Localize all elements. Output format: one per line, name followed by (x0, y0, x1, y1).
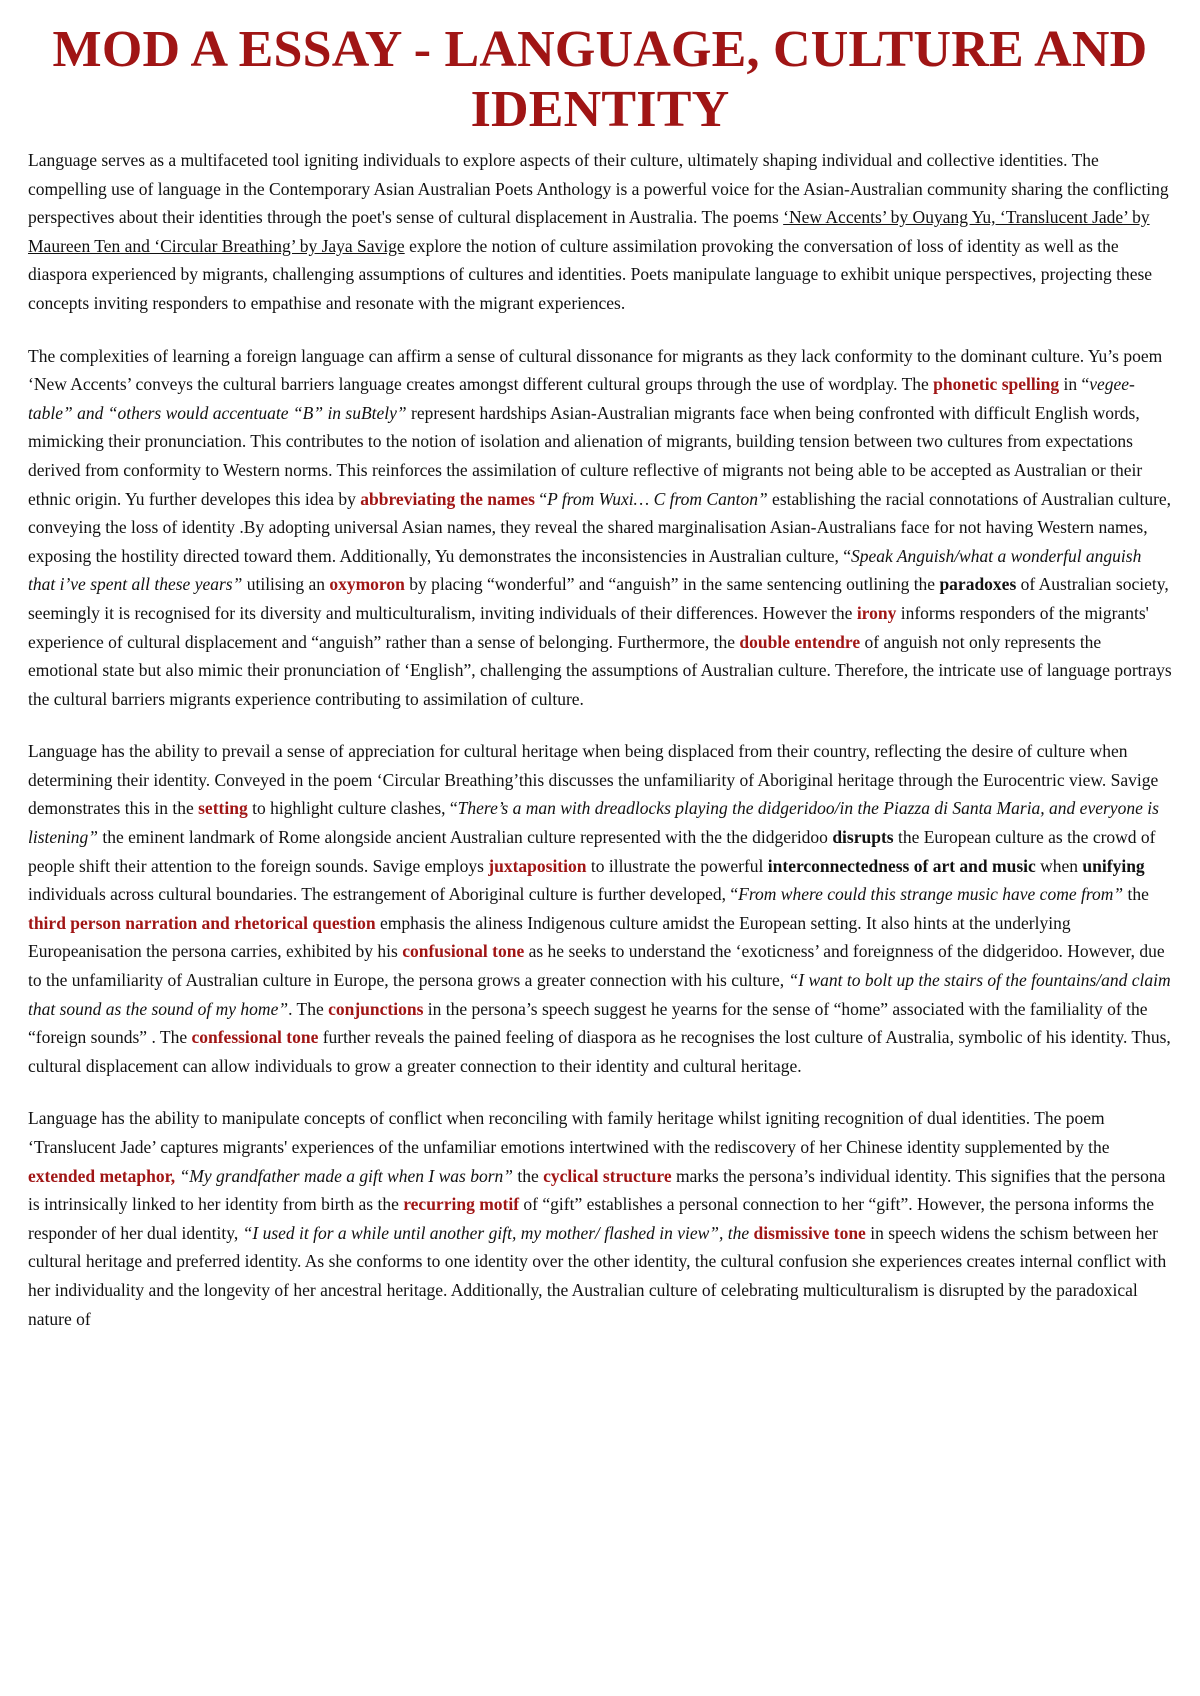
technique-highlight: oxymoron (329, 574, 405, 595)
technique-highlight: dismissive tone (753, 1222, 866, 1243)
technique-highlight: irony (856, 602, 897, 623)
text-run: of Australian society, seemingly it is recognised for its diversity and multiculturalism, inviting individuals of their differences. However the (28, 574, 1169, 623)
text-run: the European culture as the crowd of people shift their attention to the foreign sounds. Savige employs (28, 827, 1156, 876)
paragraph-4 (28, 1104, 1172, 1333)
technique-highlight: confessional tone (191, 1027, 319, 1048)
text-run: marks the persona’s individual identity. This signifies that the persona is intrinsically linked to her identity from birth as the (28, 1165, 1166, 1215)
text-run: in the persona’s speech suggest he yearns for the sense of “home” associated with the familiality of the “foreign sounds” . The (28, 998, 1148, 1048)
text-run: represent hardships Asian-Australian migrants face when being confronted with difficult English words, mimicking their pronunciation. This contributes to the notion of isolation and alienation of migrants, building tension between two cultures from expectations derived from conformity to Western norms. This reinforces the assimilation of culture reflective of migrants not being able to be accepted as Australian or their ethnic origin. Yu further developes this idea by (28, 402, 1143, 509)
text-run: “ (534, 488, 548, 509)
text-run: emphasis the aliness Indigenous culture amidst the European setting. It also hints at the underlying Europeanisation the persona carries, exhibited by his (28, 912, 1071, 962)
quotation-italic: “I used it for a while until another gift, my mother/ flashed in view”, the (242, 1222, 750, 1243)
text-run: the (513, 1165, 544, 1186)
quotation-italic: From where could this strange music have come from” (738, 884, 1124, 905)
technique-highlight: recurring motif (403, 1194, 520, 1215)
text-run: in “ (1059, 374, 1090, 395)
technique-highlight: phonetic spelling (933, 374, 1060, 395)
technique-highlight: confusional tone (402, 941, 525, 962)
technique-highlight: setting (198, 798, 248, 819)
quotation-italic: “I want to bolt up the stairs of the fountains/and claim that sound as the sound of my home” (28, 970, 1171, 1019)
quotation-italic: vegee-table” and “others would accentuate “B” in suBtely” (28, 374, 1135, 423)
quotation-italic: There’s a man with dreadlocks playing the didgeridoo/in the Piazza di Santa Maria, and everyone is listening” (28, 798, 1159, 848)
technique-highlight: abbreviating the names (360, 488, 535, 509)
bold-emphasis: unifying (1082, 855, 1145, 876)
technique-highlight: cyclical structure (543, 1165, 672, 1186)
paragraph-2 (28, 342, 1172, 714)
text-run: as he seeks to understand the ‘exoticness’ and foreignness of the didgeridoo. However, due to the unfamiliarity of Australian culture in Europe, the persona grows a greater connection with his culture, (28, 941, 1165, 991)
technique-highlight: conjunctions (328, 998, 424, 1019)
text-run: the (1123, 884, 1149, 905)
text-run: . The (288, 998, 329, 1019)
technique-highlight: juxtaposition (488, 855, 587, 876)
text-run: in speech widens the schism between her cultural heritage and preferred identity. As she conforms to one identity over the other identity, the cultural confusion she experiences creates internal conflict with her individuality and the longevity of her ancestral heritage. Additionally, the Australian culture of celebrating multiculturalism is disrupted by the paradoxical nature of (28, 1222, 1167, 1329)
quotation-italic: Speak Anguish/what a wonderful anguish that i’ve spent all these years” (28, 545, 1142, 595)
quotation-italic: P from Wuxi… C from Canton” (547, 488, 768, 509)
paragraph-1 (28, 146, 1172, 318)
technique-highlight: third person narration and rhetorical question (28, 912, 376, 933)
text-run: Language has the ability to prevail a sense of appreciation for cultural heritage when being displaced from their country, reflecting the desire of culture when determining their identity. Conveyed in the poem ‘Circular Breathing’this discusses the unfamiliarity of Aboriginal heritage through the Eurocentric view. Savige demonstrates this in the (28, 741, 1159, 819)
text-run: establishing the racial connotations of Australian culture, conveying the loss of identity .By adopting universal Asian names, they reveal the shared marginalisation Asian-Australians face for not having Western names, exposing the hostility directed toward them. Additionally, Yu demonstrates the inconsistencies in Australian culture, “ (28, 488, 1172, 566)
text-run: Language has the ability to manipulate concepts of conflict when reconciling with family heritage whilst igniting recognition of dual identities. The poem ‘Translucent Jade’ captures migrants' experiences of the unfamiliar emotions intertwined with the rediscovery of her Chinese identity supplemented by the (28, 1108, 1110, 1157)
text-run: to illustrate the powerful (586, 855, 768, 876)
technique-highlight: double entendre (739, 631, 861, 652)
text-run: individuals across cultural boundaries. The estrangement of Aboriginal culture is further developed, “ (28, 884, 739, 905)
text-run: The complexities of learning a foreign language can affirm a sense of cultural dissonance for migrants as they lack conformity to the dominant culture. Yu’s poem ‘New Accents’ conveys the cultural barriers language creates amongst different cultural groups through the use of wordplay. The (28, 345, 1163, 395)
text-run: of anguish not only represents the emotional state but also mimic their pronunciation of ‘English”, challenging the assumptions of Australian culture. Therefore, the intricate use of language portrays the cultural barriers migrants experience contributing to assimilation of culture. (28, 631, 1172, 709)
text-run: utilising an (242, 574, 330, 595)
essay-title: MOD A ESSAY - LANGUAGE, CULTURE AND IDENTITY (52, 21, 1148, 138)
text-run: explore the notion of culture assimilation provoking the conversation of loss of identity as well as the diaspora experienced by migrants, challenging assumptions of cultures and identities. Poets manipulate language to exhibit unique perspectives, projecting these concepts inviting responders to empathise and resonate with the migrant experiences. (28, 235, 1153, 313)
text-run: further reveals the pained feeling of diaspora as he recognises the lost culture of Australia, symbolic of his identity. Thus, cultural displacement can allow individuals to grow a greater connection to their identity and cultural heritage. (28, 1027, 1171, 1076)
technique-highlight: extended metaphor, (28, 1165, 176, 1186)
paragraph-3 (28, 737, 1172, 1080)
essay-body (28, 146, 1172, 1333)
text-run: when (1035, 855, 1083, 876)
text-run: of “gift” establishes a personal connection to her “gift”. However, the persona informs the responder of her dual identity, (28, 1194, 1154, 1243)
text-run: by placing “wonderful” and “anguish” in the same sentencing outlining the (404, 574, 940, 595)
text-run: Language serves as a multifaceted tool igniting individuals to explore aspects of their culture, ultimately shaping individual and collective identities. The compelling use of language in the Contemporary Asian Australian Poets Anthology is a powerful voice for the Asian-Australian community sharing the conflicting perspectives about their identities through the poet's sense of cultural displacement in Australia. The poems (28, 150, 1169, 228)
bold-emphasis: disrupts (832, 827, 894, 848)
quotation-italic: “My grandfather made a gift when I was born” (179, 1165, 513, 1186)
text-run: informs responders of the migrants' experience of cultural displacement and “anguish” rather than a sense of belonging. Furthermore, the (28, 602, 1149, 652)
text-run: to highlight culture clashes, “ (247, 798, 458, 819)
underlined-text: ‘New Accents’ by Ouyang Yu, ‘Translucent Jade’ by Maureen Ten and ‘Circular Breathing’ by Jaya Savige (28, 207, 1150, 256)
bold-emphasis: interconnectedness of art and music (767, 855, 1036, 876)
bold-emphasis: paradoxes (939, 574, 1017, 595)
text-run: the eminent landmark of Rome alongside ancient Australian culture represented with the the didgeridoo (98, 827, 833, 848)
